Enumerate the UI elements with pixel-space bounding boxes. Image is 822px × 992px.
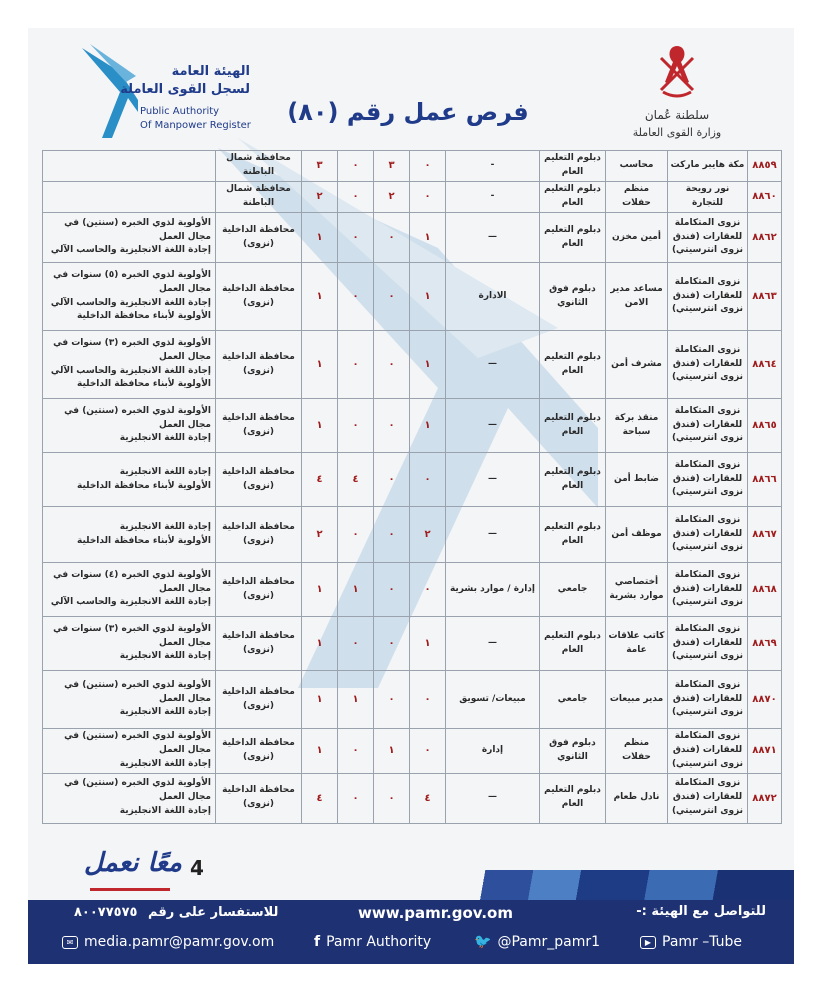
count-2: ٠ xyxy=(374,617,410,671)
count-2: ٠ xyxy=(374,399,410,453)
requirement-line: الأولوية لذوي الخبره (٣) سنوات في مجال العمل xyxy=(53,337,211,362)
company-name: نزوى المتكاملة للعقارات (فندق نزوى انترسيتي) xyxy=(668,213,748,263)
table-row xyxy=(43,671,782,729)
count-1: ٠ xyxy=(410,671,446,729)
facebook-text: Pamr Authority xyxy=(326,934,432,950)
twitter-text: @Pamr_pamr1 xyxy=(497,934,600,950)
work-location: محافظة الداخلية (نزوى) xyxy=(216,453,302,507)
count-3: ٠ xyxy=(338,213,374,263)
qualification: دبلوم التعليم العام xyxy=(540,507,606,563)
job-title: أختصاصي موارد بشرية xyxy=(606,563,668,617)
requirements xyxy=(43,263,216,331)
total-count: ١ xyxy=(302,563,338,617)
table-row xyxy=(43,213,782,263)
job-id: ٨٨٦٥ xyxy=(748,399,782,453)
count-2: ٠ xyxy=(374,213,410,263)
job-title: مساعد مدير الامن xyxy=(606,263,668,331)
total-count: ١ xyxy=(302,399,338,453)
requirement-line: إجادة اللغة الانجليزية والحاسب الآلي xyxy=(50,245,211,256)
total-count: ١ xyxy=(302,213,338,263)
requirements xyxy=(43,507,216,563)
work-location: محافظة الداخلية (نزوى) xyxy=(216,331,302,399)
count-2: ٠ xyxy=(374,773,410,823)
website-link[interactable]: www.pamr.gov.om xyxy=(358,904,513,922)
count-3: ٠ xyxy=(338,507,374,563)
company-name: نزوى المتكاملة للعقارات (فندق نزوى انترسيتي) xyxy=(668,773,748,823)
qualification: دبلوم فوق الثانوي xyxy=(540,729,606,774)
requirement-line: الأولوية لأبناء محافظة الداخلية xyxy=(77,535,211,546)
requirement-line: الأولوية لذوي الخبره (٣) سنوات في مجال العمل xyxy=(53,623,211,648)
requirements xyxy=(43,617,216,671)
total-count: ١ xyxy=(302,617,338,671)
specialization: - xyxy=(446,151,540,182)
twitter-item[interactable] xyxy=(474,934,600,950)
count-3: ١ xyxy=(338,563,374,617)
jobs-table xyxy=(42,150,782,824)
footer-decoration xyxy=(458,870,794,904)
authority-logo xyxy=(80,42,250,142)
company-name: نزوى المتكاملة للعقارات (فندق نزوى انترسيتي) xyxy=(668,563,748,617)
company-name: نزوى المتكاملة للعقارات (فندق نزوى انترسيتي) xyxy=(668,399,748,453)
count-1: ١ xyxy=(410,617,446,671)
job-title: منظم حفلات xyxy=(606,729,668,774)
authority-name-ar-2: لسجل القوى العاملة xyxy=(120,82,250,97)
specialization: إدارة xyxy=(446,729,540,774)
work-location: محافظة الداخلية (نزوى) xyxy=(216,507,302,563)
job-title: موظف أمن xyxy=(606,507,668,563)
job-title: ضابط أمن xyxy=(606,453,668,507)
requirement-line: إجادة اللغة الانجليزية xyxy=(119,758,211,769)
qualification: دبلوم التعليم العام xyxy=(540,453,606,507)
total-count: ٢ xyxy=(302,182,338,213)
work-location: محافظة الداخلية (نزوى) xyxy=(216,563,302,617)
count-2: ٠ xyxy=(374,507,410,563)
table-row xyxy=(43,151,782,182)
job-title: منقذ بركة سباحة xyxy=(606,399,668,453)
count-1: ١ xyxy=(410,399,446,453)
count-3: ٠ xyxy=(338,399,374,453)
requirement-line: الأولوية لأبناء محافظة الداخلية xyxy=(77,480,211,491)
requirements xyxy=(43,453,216,507)
company-name: نور رويحة للتجارة xyxy=(668,182,748,213)
count-2: ٢ xyxy=(374,182,410,213)
job-title: محاسب xyxy=(606,151,668,182)
table-row xyxy=(43,453,782,507)
requirements xyxy=(43,399,216,453)
ministry-name-2: وزارة القوى العاملة xyxy=(632,126,722,139)
authority-name-en-1: Public Authority xyxy=(140,106,220,117)
requirements xyxy=(43,182,216,213)
footer xyxy=(28,900,794,964)
count-3: ٠ xyxy=(338,617,374,671)
requirement-line: الأولوية لذوي الخبره (سنتين) في مجال العمل xyxy=(64,405,211,430)
qualification: دبلوم التعليم العام xyxy=(540,182,606,213)
qualification: دبلوم التعليم العام xyxy=(540,331,606,399)
count-3: ٤ xyxy=(338,453,374,507)
work-location: محافظة شمال الباطنة xyxy=(216,151,302,182)
total-count: ١ xyxy=(302,729,338,774)
qualification: جامعي xyxy=(540,563,606,617)
specialization: — xyxy=(446,453,540,507)
requirement-line: الأولوية لذوي الخبره (سنتين) في مجال العمل xyxy=(64,778,211,803)
job-title: مدير مبيعات xyxy=(606,671,668,729)
count-2: ٠ xyxy=(374,453,410,507)
qualification: جامعي xyxy=(540,671,606,729)
brand-underline xyxy=(90,888,170,891)
company-name: نزوى المتكاملة للعقارات (فندق نزوى انترسيتي) xyxy=(668,671,748,729)
email-item[interactable] xyxy=(62,934,274,950)
requirement-line: إجادة اللغة الانجليزية xyxy=(119,433,211,444)
count-1: ٠ xyxy=(410,453,446,507)
count-2: ٠ xyxy=(374,563,410,617)
count-1: ٢ xyxy=(410,507,446,563)
requirements xyxy=(43,671,216,729)
count-1: ١ xyxy=(410,331,446,399)
specialization: — xyxy=(446,773,540,823)
email-text: media.pamr@pamr.gov.om xyxy=(84,934,275,950)
specialization: الادارة xyxy=(446,263,540,331)
email-icon: ✉ xyxy=(62,936,78,949)
facebook-icon: f xyxy=(314,934,321,950)
table-row xyxy=(43,563,782,617)
youtube-text: Pamr –Tube xyxy=(662,934,743,950)
company-name: نزوى المتكاملة للعقارات (فندق نزوى انترسيتي) xyxy=(668,507,748,563)
count-3: ٠ xyxy=(338,263,374,331)
job-id: ٨٨٧١ xyxy=(748,729,782,774)
requirements xyxy=(43,331,216,399)
youtube-icon: ▶ xyxy=(640,936,656,949)
count-3: ٠ xyxy=(338,773,374,823)
specialization: - xyxy=(446,182,540,213)
authority-name-en-2: Of Manpower Register xyxy=(140,120,251,131)
company-name: نزوى المتكاملة للعقارات (فندق نزوى انترسيتي) xyxy=(668,331,748,399)
count-1: ٠ xyxy=(410,563,446,617)
count-1: ١ xyxy=(410,213,446,263)
company-name: نزوى المتكاملة للعقارات (فندق نزوى انترسيتي) xyxy=(668,263,748,331)
table-row xyxy=(43,182,782,213)
requirement-line: إجادة اللغة الانجليزية والحاسب الآلي xyxy=(50,365,211,376)
total-count: ٢ xyxy=(302,507,338,563)
qualification: دبلوم التعليم العام xyxy=(540,399,606,453)
requirement-line: إجادة اللغة الانجليزية والحاسب الآلي xyxy=(50,297,211,308)
count-2: ٠ xyxy=(374,331,410,399)
oman-emblem-icon xyxy=(657,42,697,100)
requirement-line: الأولوية لأبناء محافظة الداخلية xyxy=(77,311,211,322)
twitter-icon: 🐦 xyxy=(474,934,492,950)
requirements xyxy=(43,151,216,182)
work-location: محافظة الداخلية (نزوى) xyxy=(216,773,302,823)
count-2: ٠ xyxy=(374,263,410,331)
ministry-logo xyxy=(632,42,722,142)
count-3: ٠ xyxy=(338,151,374,182)
job-id: ٨٨٦٩ xyxy=(748,617,782,671)
count-1: ٠ xyxy=(410,729,446,774)
work-location: محافظة الداخلية (نزوى) xyxy=(216,671,302,729)
job-id: ٨٨٦٢ xyxy=(748,213,782,263)
table-row xyxy=(43,263,782,331)
qualification: دبلوم التعليم العام xyxy=(540,773,606,823)
requirement-line: الأولوية لذوي الخبره (سنتين) في مجال العمل xyxy=(64,679,211,704)
company-name: نزوى المتكاملة للعقارات (فندق نزوى انترسيتي) xyxy=(668,617,748,671)
count-2: ١ xyxy=(374,729,410,774)
authority-name-ar-1: الهيئة العامة xyxy=(171,64,250,79)
requirement-line: إجادة اللغة الانجليزية xyxy=(119,806,211,817)
work-location: محافظة الداخلية (نزوى) xyxy=(216,213,302,263)
table-row xyxy=(43,399,782,453)
table-row xyxy=(43,331,782,399)
requirement-line: إجادة اللغة الانجليزية xyxy=(119,651,211,662)
header xyxy=(28,28,794,150)
table-row xyxy=(43,617,782,671)
count-1: ٠ xyxy=(410,182,446,213)
total-count: ١ xyxy=(302,263,338,331)
table-row xyxy=(43,507,782,563)
job-id: ٨٨٦٦ xyxy=(748,453,782,507)
requirement-line: إجادة اللغة الانجليزية xyxy=(119,521,211,532)
requirement-line: الأولوية لذوي الخبره (سنتين) في مجال العمل xyxy=(64,731,211,755)
table-row xyxy=(43,729,782,774)
requirement-line: الأولوية لذوي الخبره (٥) سنوات في مجال العمل xyxy=(53,269,211,294)
company-name: مكة هايبر ماركت xyxy=(668,151,748,182)
company-name: نزوى المتكاملة للعقارات (فندق نزوى انترسيتي) xyxy=(668,453,748,507)
count-3: ٠ xyxy=(338,331,374,399)
qualification: دبلوم فوق الثانوي xyxy=(540,263,606,331)
specialization: إدارة / موارد بشرية xyxy=(446,563,540,617)
table-row xyxy=(43,773,782,823)
count-3: ٠ xyxy=(338,729,374,774)
requirement-line: إجادة اللغة الانجليزية والحاسب الآلي xyxy=(50,597,211,608)
requirement-line: الأولوية لذوي الخبره (٤) سنوات في مجال العمل xyxy=(53,569,211,594)
total-count: ٤ xyxy=(302,453,338,507)
specialization: — xyxy=(446,399,540,453)
total-count: ١ xyxy=(302,331,338,399)
brand-slogan: معًا نعمل xyxy=(84,848,182,878)
job-title: مشرف أمن xyxy=(606,331,668,399)
requirement-line: الأولوية لأبناء محافظة الداخلية xyxy=(77,379,211,390)
facebook-item[interactable] xyxy=(314,934,431,950)
work-location: محافظة الداخلية (نزوى) xyxy=(216,399,302,453)
count-1: ٤ xyxy=(410,773,446,823)
inquiry-label: للاستفسار على رقم xyxy=(148,905,279,920)
work-location: محافظة الداخلية (نزوى) xyxy=(216,729,302,774)
qualification: دبلوم التعليم العام xyxy=(540,617,606,671)
job-id: ٨٨٥٩ xyxy=(748,151,782,182)
count-1: ١ xyxy=(410,263,446,331)
ministry-name-1: سلطنة عُمان xyxy=(644,108,710,122)
job-id: ٨٨٧٠ xyxy=(748,671,782,729)
requirements xyxy=(43,563,216,617)
job-id: ٨٨٦٨ xyxy=(748,563,782,617)
total-count: ٣ xyxy=(302,151,338,182)
requirements xyxy=(43,729,216,774)
specialization: — xyxy=(446,507,540,563)
requirement-line: الأولوية لذوي الخبره (سنتين) في مجال العمل xyxy=(64,217,211,242)
total-count: ١ xyxy=(302,671,338,729)
work-location: محافظة الداخلية (نزوى) xyxy=(216,263,302,331)
job-title: منظم حفلات xyxy=(606,182,668,213)
count-3: ١ xyxy=(338,671,374,729)
count-3: ٠ xyxy=(338,182,374,213)
page-number: 4 xyxy=(190,856,204,880)
work-location: محافظة الداخلية (نزوى) xyxy=(216,617,302,671)
specialization: — xyxy=(446,213,540,263)
job-title: نادل طعام xyxy=(606,773,668,823)
specialization: — xyxy=(446,617,540,671)
requirements xyxy=(43,773,216,823)
job-id: ٨٨٧٢ xyxy=(748,773,782,823)
count-1: ٠ xyxy=(410,151,446,182)
requirement-line: إجادة اللغة الانجليزية xyxy=(119,707,211,718)
qualification: دبلوم التعليم العام xyxy=(540,213,606,263)
work-location: محافظة شمال الباطنة xyxy=(216,182,302,213)
youtube-item[interactable] xyxy=(640,934,742,950)
phone-number[interactable]: ٨٠٠٧٧٥٧٥ xyxy=(74,905,138,920)
job-id: ٨٨٦٣ xyxy=(748,263,782,331)
page-title: فرص عمل رقم (٨٠) xyxy=(287,98,529,126)
job-title: كاتب علاقات عامة xyxy=(606,617,668,671)
qualification: دبلوم التعليم العام xyxy=(540,151,606,182)
requirements xyxy=(43,213,216,263)
count-2: ٠ xyxy=(374,671,410,729)
document-page xyxy=(28,28,794,964)
job-title: أمين مخزن xyxy=(606,213,668,263)
contact-label: للتواصل مع الهيئة :- xyxy=(636,904,766,919)
job-id: ٨٨٦٤ xyxy=(748,331,782,399)
count-2: ٣ xyxy=(374,151,410,182)
requirement-line: إجادة اللغة الانجليزية xyxy=(119,466,211,477)
specialization: مبيعات/ تسويق xyxy=(446,671,540,729)
job-id: ٨٨٦٠ xyxy=(748,182,782,213)
specialization: — xyxy=(446,331,540,399)
company-name: نزوى المتكاملة للعقارات (فندق نزوى انترسيتي) xyxy=(668,729,748,774)
total-count: ٤ xyxy=(302,773,338,823)
job-id: ٨٨٦٧ xyxy=(748,507,782,563)
